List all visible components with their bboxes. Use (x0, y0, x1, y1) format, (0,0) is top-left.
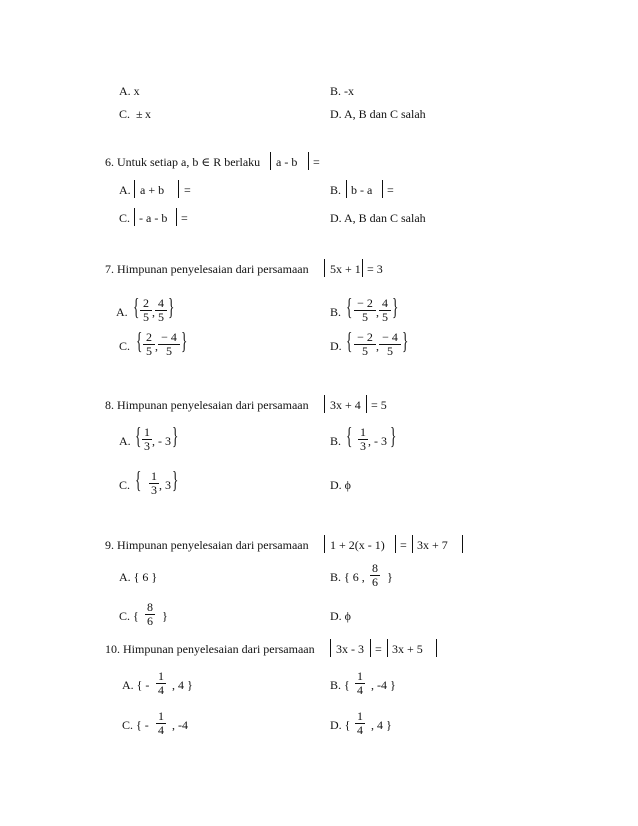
numerator: 1 (144, 425, 150, 439)
q6-option-b-label: B. (330, 183, 342, 197)
q7-option-c-label: C. (119, 339, 131, 353)
abs-bar (134, 180, 135, 198)
q10-option-a-rest: , 4 } (172, 678, 193, 692)
q9-option-b-close: } (387, 570, 393, 584)
comma: , (376, 305, 379, 319)
abs-bar (324, 535, 325, 553)
numerator: − 4 (382, 330, 398, 344)
q7-stem: 7. Himpunan penyelesaian dari persamaan (105, 262, 309, 276)
numerator: − 4 (161, 330, 177, 344)
numerator: 1 (357, 669, 363, 683)
numerator: 2 (146, 330, 152, 344)
abs-bar (270, 152, 271, 170)
right-brace: } (402, 329, 409, 355)
q8-option-b-label: B. (330, 434, 342, 448)
left-brace: { (135, 468, 142, 494)
plus-minus-symbol: ± (136, 107, 143, 121)
denominator: 3 (151, 483, 157, 497)
abs-bar (366, 395, 367, 413)
q9-option-c-label: C. { (119, 609, 139, 623)
q6-option-a-eq: = (184, 183, 191, 197)
q6-stem-abs: a - b (276, 155, 298, 169)
q9-stem-abs-2: 3x + 7 (417, 538, 448, 552)
abs-bar (176, 208, 177, 226)
q8-option-a-label: A. (119, 434, 131, 448)
abs-bar (324, 395, 325, 413)
fraction (149, 470, 159, 497)
q6-option-c-label: C. (119, 211, 131, 225)
denominator: 4 (158, 723, 164, 737)
q10-option-b-rest: , -4 } (371, 678, 396, 692)
q8-option-b-rest: , - 3 (368, 434, 387, 448)
abs-bar (178, 180, 179, 198)
fraction (355, 670, 365, 697)
numerator: 1 (158, 669, 164, 683)
fraction (354, 297, 376, 324)
comma: , (155, 339, 158, 353)
denominator: 5 (158, 344, 180, 358)
right-brace: } (172, 468, 179, 494)
numerator: 1 (357, 709, 363, 723)
fraction (379, 331, 401, 358)
q9-option-b-label: B. { 6 , (330, 570, 365, 584)
denominator: 4 (158, 683, 164, 697)
denominator: 4 (357, 683, 363, 697)
fraction (358, 426, 368, 453)
right-brace: } (392, 295, 399, 321)
q9-option-a: A. { 6 } (119, 570, 158, 584)
q7-option-d-label: D. (330, 339, 342, 353)
denominator: 5 (140, 310, 152, 324)
numerator: − 2 (357, 296, 373, 310)
denominator: 4 (357, 723, 363, 737)
abs-bar (324, 259, 325, 277)
q9-option-d: D. ϕ (330, 609, 351, 623)
abs-bar (362, 259, 363, 277)
abs-bar (395, 535, 396, 553)
numerator: − 2 (357, 330, 373, 344)
numerator: 4 (382, 296, 388, 310)
fraction (140, 297, 152, 324)
q9-stem-abs-1: 1 + 2(x - 1) (330, 538, 385, 552)
left-brace: { (346, 295, 353, 321)
q6-option-d: D. A, B dan C salah (330, 211, 426, 225)
abs-bar (412, 535, 413, 553)
q7-option-a-label: A. (116, 305, 128, 319)
denominator: 5 (379, 310, 391, 324)
abs-bar (346, 180, 347, 198)
q6-option-a-abs: a + b (140, 183, 165, 197)
fraction (354, 331, 376, 358)
fraction (142, 426, 152, 453)
fraction (145, 601, 155, 628)
fraction (156, 670, 166, 697)
q6-stem: 6. Untuk setiap a, b ∈ R berlaku (105, 155, 261, 169)
left-brace: { (136, 329, 143, 355)
q10-stem-abs-1: 3x - 3 (336, 642, 364, 656)
left-brace: { (135, 424, 142, 450)
q10-stem: 10. Himpunan penyelesaian dari persamaan (105, 642, 315, 656)
q7-stem-abs: 5x + 1 (330, 262, 361, 276)
q5-option-b: B. -x (330, 84, 354, 98)
right-brace: } (181, 329, 188, 355)
q5-option-c-label: C. (119, 107, 131, 121)
q8-stem-abs: 3x + 4 (330, 398, 361, 412)
right-brace: } (172, 424, 179, 450)
denominator: 5 (354, 310, 376, 324)
fraction (379, 297, 391, 324)
abs-bar (330, 639, 331, 657)
denominator: 3 (144, 439, 150, 453)
q10-option-c-rest: , -4 (172, 718, 188, 732)
abs-bar (308, 152, 309, 170)
q6-option-b-eq: = (387, 183, 394, 197)
q7-option-b-label: B. (330, 305, 342, 319)
denominator: 5 (155, 310, 167, 324)
left-brace: { (346, 424, 353, 450)
comma: , (376, 339, 379, 353)
abs-bar (387, 639, 388, 657)
q8-stem: 8. Himpunan penyelesaian dari persamaan (105, 398, 309, 412)
q8-option-c-label: C. (119, 478, 131, 492)
q5-option-a: A. x (119, 84, 140, 98)
fraction (143, 331, 155, 358)
abs-bar (382, 180, 383, 198)
numerator: 2 (143, 296, 149, 310)
numerator: 1 (151, 469, 157, 483)
right-brace: } (390, 424, 397, 450)
abs-bar (370, 639, 371, 657)
left-brace: { (133, 295, 140, 321)
numerator: 1 (158, 709, 164, 723)
fraction (155, 297, 167, 324)
right-brace: } (168, 295, 175, 321)
q8-option-d: D. ϕ (330, 478, 351, 492)
q9-stem: 9. Himpunan penyelesaian dari persamaan (105, 538, 309, 552)
fraction (158, 331, 180, 358)
q10-option-d-label: D. { (330, 718, 351, 732)
q6-stem-eq: = (313, 155, 320, 169)
q9-option-c-close: } (162, 609, 168, 623)
denominator: 5 (379, 344, 401, 358)
q10-option-d-rest: , 4 } (371, 718, 392, 732)
q6-option-c-eq: = (181, 211, 188, 225)
q5-option-d: D. A, B dan C salah (330, 107, 426, 121)
denominator: 6 (147, 614, 153, 628)
numerator: 1 (360, 425, 366, 439)
fraction (355, 710, 365, 737)
denominator: 5 (354, 344, 376, 358)
q10-stem-eq: = (375, 642, 382, 656)
q6-option-c-abs: - a - b (139, 211, 168, 225)
q9-stem-eq: = (400, 538, 407, 552)
q10-option-c-label: C. { - (122, 718, 149, 732)
denominator: 3 (360, 439, 366, 453)
q10-option-b-label: B. { (330, 678, 350, 692)
q6-option-a-label: A. (119, 183, 131, 197)
fraction (156, 710, 166, 737)
denominator: 6 (372, 575, 378, 589)
numerator: 8 (372, 561, 378, 575)
q5-option-c-value: x (145, 107, 151, 121)
comma: , (152, 305, 155, 319)
q8-option-c-rest: , 3 (159, 478, 171, 492)
abs-bar (436, 639, 437, 657)
numerator: 4 (158, 296, 164, 310)
q10-option-a-label: A. { - (122, 678, 150, 692)
denominator: 5 (143, 344, 155, 358)
q8-stem-eq: = 5 (371, 398, 387, 412)
q6-option-b-abs: b - a (351, 183, 373, 197)
fraction (370, 562, 380, 589)
q8-option-a-rest: , - 3 (152, 434, 171, 448)
q10-stem-abs-2: 3x + 5 (392, 642, 423, 656)
q7-stem-eq: = 3 (367, 262, 383, 276)
left-brace: { (346, 329, 353, 355)
numerator: 8 (147, 600, 153, 614)
abs-bar (134, 208, 135, 226)
abs-bar (462, 535, 463, 553)
